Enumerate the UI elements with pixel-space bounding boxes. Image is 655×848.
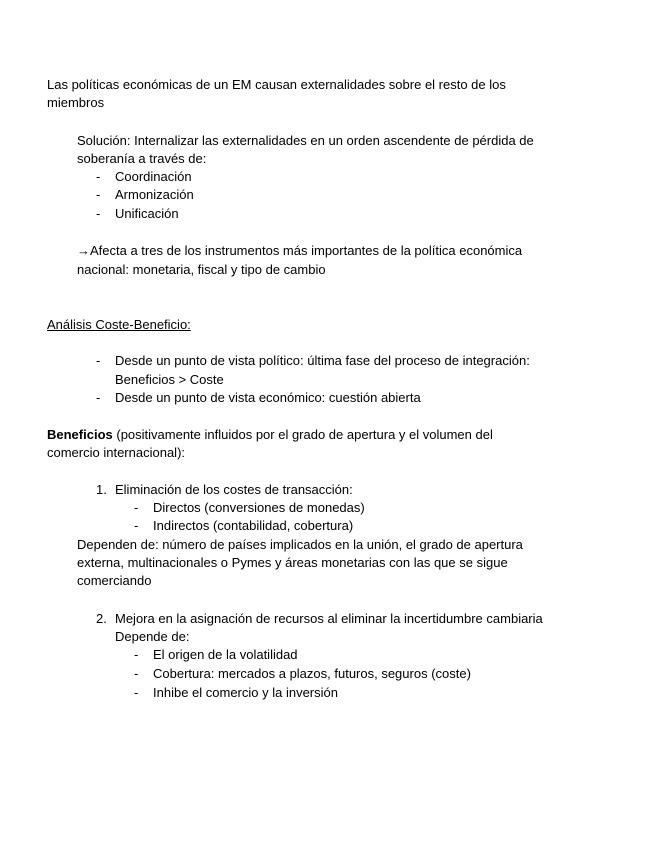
benefits-intro-line-1: [47, 426, 493, 444]
benefit-subitem-label: El origen de la volatilidad: [153, 647, 298, 662]
benefit-subitem-label: Inhibe el comercio y la inversión: [153, 685, 338, 700]
analysis-item-line-1: Desde un punto de vista económico: cuestión abierta: [115, 390, 421, 405]
dash-bullet: -: [96, 390, 101, 405]
effect-line-2: nacional: monetaria, fiscal y tipo de cambio: [77, 262, 326, 277]
benefit-point-title: Eliminación de los costes de transacción:: [115, 482, 353, 497]
benefit-subitem-label: Directos (conversiones de monedas): [153, 500, 365, 515]
depend-line-1: Dependen de: número de países implicados en la unión, el grado de apertura: [77, 537, 523, 552]
analysis-item-line-2: Beneficios > Coste: [115, 372, 224, 387]
solution-item-label: Armonización: [115, 187, 194, 202]
depend-line-3: comerciando: [77, 573, 152, 588]
benefits-title: Beneficios: [47, 427, 113, 442]
depend-line-2: externa, multinacionales o Pymes y áreas monetarias con las que se sigue: [77, 555, 508, 570]
solution-item-label: Unificación: [115, 206, 179, 221]
dash-bullet: -: [134, 666, 139, 681]
benefit-point-number: 2.: [96, 611, 107, 626]
effect-line-1: →Afecta a tres de los instrumentos más importantes de la política económica: [77, 243, 523, 258]
intro-line-2: miembros: [47, 95, 105, 110]
benefits-intro-rest: (positivamente influidos por el grado de apertura y el volumen del: [112, 427, 493, 442]
benefit-point-number: 1.: [96, 482, 107, 497]
dash-bullet: -: [134, 685, 139, 700]
dash-bullet: -: [96, 206, 101, 221]
benefit-point-title: Mejora en la asignación de recursos al eliminar la incertidumbre cambiaria: [115, 611, 543, 626]
benefit-subitem-label: Cobertura: mercados a plazos, futuros, seguros (coste): [153, 666, 471, 681]
dash-bullet: -: [96, 187, 101, 202]
benefit-subitem-label: Indirectos (contabilidad, cobertura): [153, 518, 354, 533]
dash-bullet: -: [96, 169, 101, 184]
benefit-point-depends: Depende de:: [115, 629, 190, 644]
dash-bullet: -: [134, 500, 139, 515]
dash-bullet: -: [134, 647, 139, 662]
benefits-intro-line-2: comercio internacional):: [47, 445, 186, 460]
analysis-heading: Análisis Coste-Beneficio:: [47, 317, 191, 332]
dash-bullet: -: [134, 518, 139, 533]
dash-bullet: -: [96, 353, 101, 368]
analysis-item-line-1: Desde un punto de vista político: última fase del proceso de integración:: [115, 353, 530, 368]
intro-line-1: Las políticas económicas de un EM causan externalidades sobre el resto de los: [47, 77, 506, 92]
solution-item-label: Coordinación: [115, 169, 192, 184]
solution-line-1: Solución: Internalizar las externalidades en un orden ascendente de pérdida de: [77, 133, 534, 148]
solution-line-2: soberanía a través de:: [77, 151, 207, 166]
